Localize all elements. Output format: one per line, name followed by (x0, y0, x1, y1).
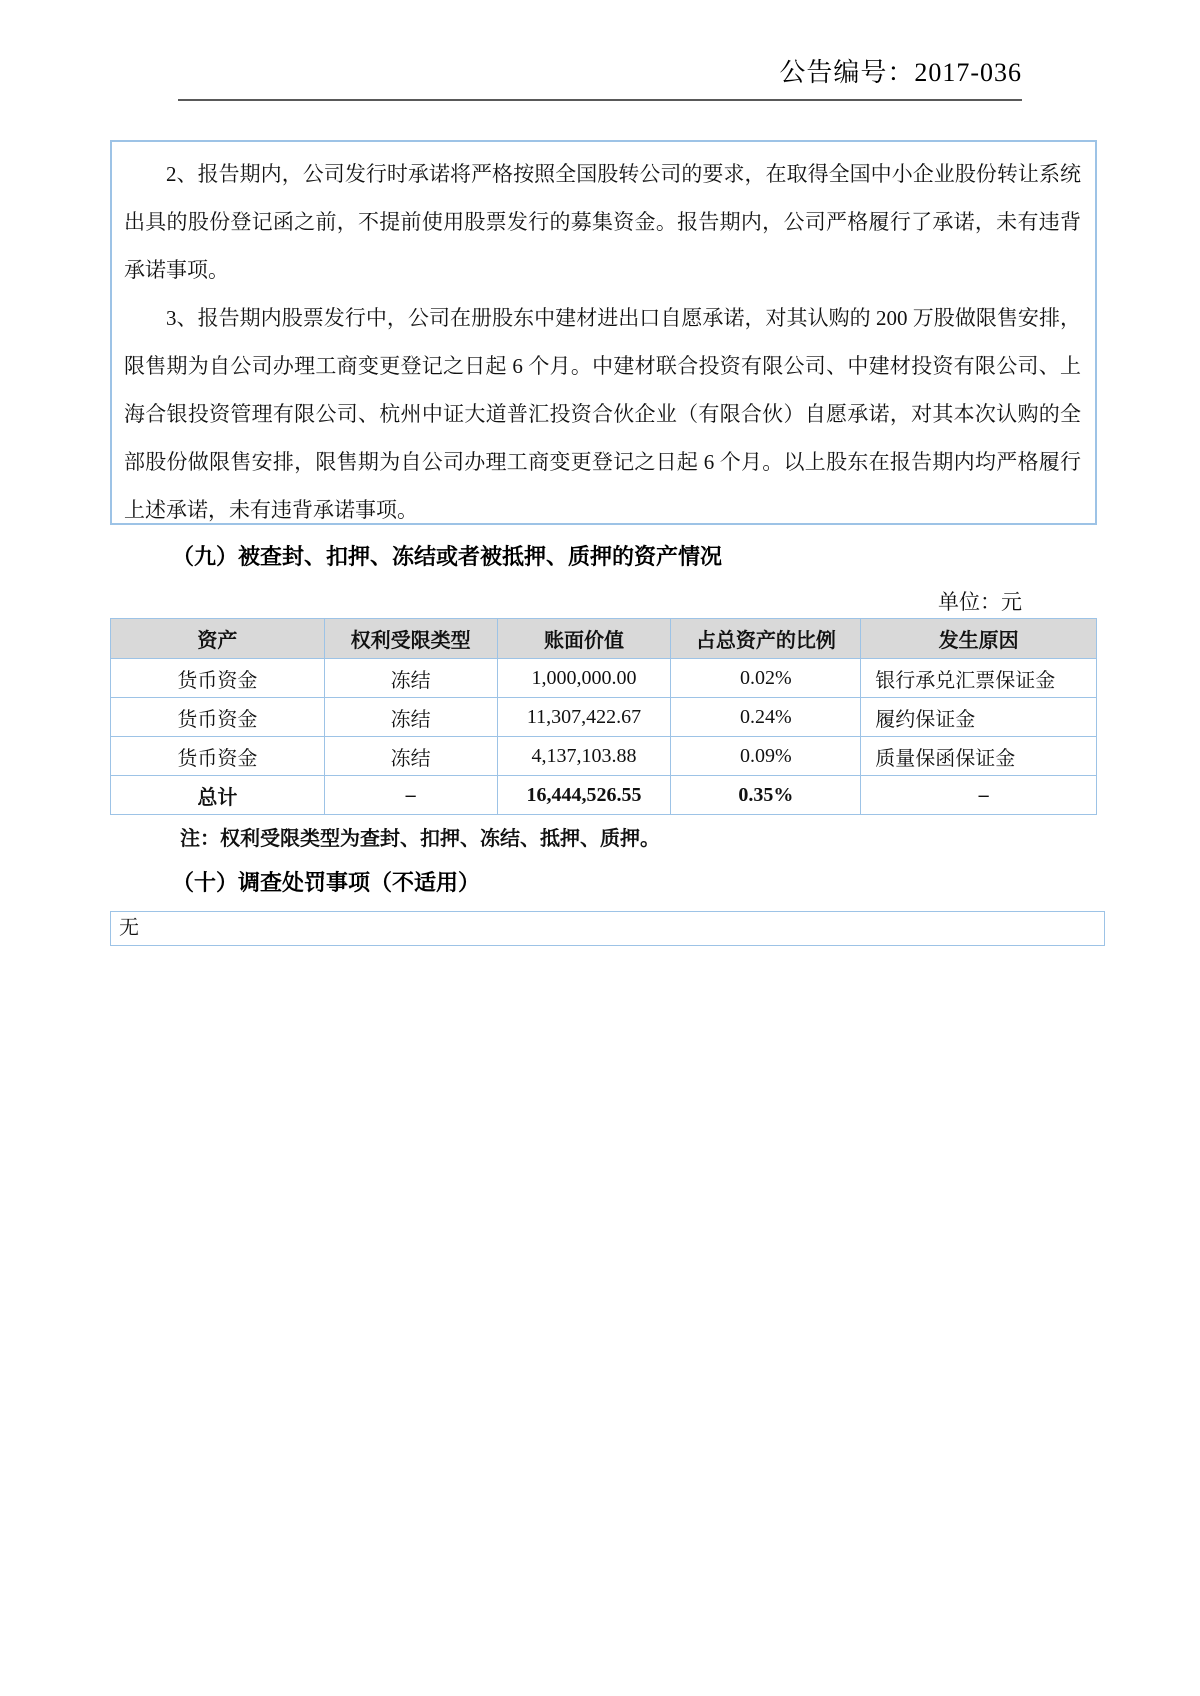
cell-asset: 货币资金 (111, 659, 325, 698)
table-header-row (111, 619, 1097, 659)
commitment-paragraph-3: 3、报告期内股票发行中，公司在册股东中建材进出口自愿承诺，对其认购的 200 万股做限售安排，限售期为自公司办理工商变更登记之日起 6 个月。中建材联合投资有限公司、中建材投资有限公司、上海合银投资管理有限公司、杭州中证大道普汇投资合伙企业（有限合伙）自愿承诺，对其本次认购的全部股份做限售安排，限售期为自公司办理工商变更登记之日起 6 个月。以上股东在报告期内均严格履行上述承诺，未有违背承诺事项。 (124, 306, 1081, 522)
cell-reason: 质量保函保证金 (861, 737, 1097, 776)
cell-pct: 0.24% (671, 698, 861, 737)
total-cell-pct: 0.35% (671, 776, 861, 815)
header-cell-reason: 发生原因 (861, 619, 1097, 659)
header-cell-restriction-type: 权利受限类型 (324, 619, 497, 659)
cell-asset: 货币资金 (111, 698, 325, 737)
section10-heading: （十）调查处罚事项（不适用） (172, 870, 481, 895)
restricted-assets-table (110, 618, 1097, 815)
header-cell-asset: 资产 (111, 619, 325, 659)
cell-pct: 0.02% (671, 659, 861, 698)
cell-reason: 履约保证金 (861, 698, 1097, 737)
table-row (111, 737, 1097, 776)
cell-restriction-type: 冻结 (324, 659, 497, 698)
total-cell-restriction-type: – (324, 776, 497, 815)
none-text: 无 (119, 917, 139, 939)
commitment-paragraph-2: 2、报告期内，公司发行时承诺将严格按照全国股转公司的要求，在取得全国中小企业股份转让系统出具的股份登记函之前，不提前使用股票发行的募集资金。报告期内，公司严格履行了承诺，未有违背承诺事项。 (124, 162, 1081, 282)
none-box (110, 911, 1105, 946)
section9-heading: （九）被查封、扣押、冻结或者被抵押、质押的资产情况 (172, 544, 723, 569)
table-row (111, 659, 1097, 698)
unit-label: 单位：元 (938, 590, 1022, 614)
announcement-number: 公告编号：2017-036 (779, 58, 1022, 87)
cell-pct: 0.09% (671, 737, 861, 776)
cell-book-value: 11,307,422.67 (497, 698, 671, 737)
total-cell-book-value: 16,444,526.55 (497, 776, 671, 815)
total-cell-label: 总计 (111, 776, 325, 815)
table-total-row (111, 776, 1097, 815)
table-row (111, 698, 1097, 737)
cell-book-value: 1,000,000.00 (497, 659, 671, 698)
cell-restriction-type: 冻结 (324, 698, 497, 737)
table-note: 注：权利受限类型为查封、扣押、冻结、抵押、质押。 (180, 828, 660, 850)
total-cell-reason: – (861, 776, 1097, 815)
cell-restriction-type: 冻结 (324, 737, 497, 776)
cell-reason: 银行承兑汇票保证金 (861, 659, 1097, 698)
cell-book-value: 4,137,103.88 (497, 737, 671, 776)
commitment-box (110, 140, 1097, 525)
header-cell-book-value: 账面价值 (497, 619, 671, 659)
cell-asset: 货币资金 (111, 737, 325, 776)
header-cell-pct-of-assets: 占总资产的比例 (671, 619, 861, 659)
doc-header (178, 52, 1022, 101)
